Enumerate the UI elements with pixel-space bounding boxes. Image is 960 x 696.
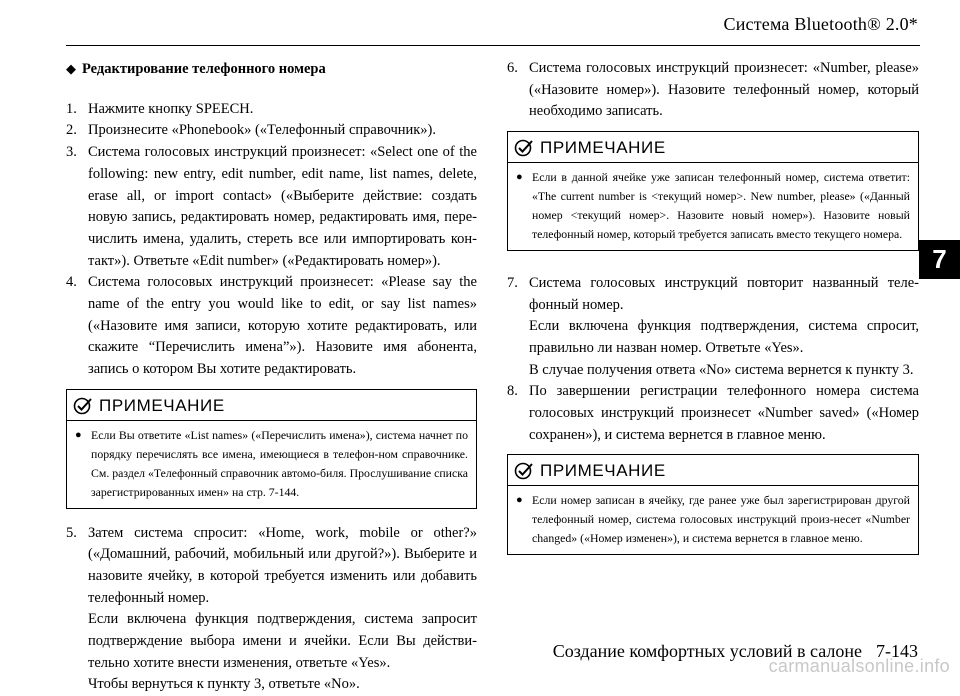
note-check-icon	[73, 397, 93, 415]
note-heading-text: ПРИМЕЧАНИЕ	[540, 461, 666, 481]
step-6	[507, 58, 919, 123]
note-heading-text: ПРИМЕЧАНИЕ	[99, 395, 225, 415]
step-paragraph: Чтобы вернуться к пункту 3, ответьте «No».	[88, 676, 360, 693]
page-header-title: Система Bluetooth® 2.0*	[723, 14, 918, 34]
note-body	[67, 420, 476, 508]
note-text: Если в данной ячейке уже записан телефонный номер, система ответит: «The current number is <текущий номер>. New number, please» («Данный номер <текущий номер>. Назовите новый номер»). Назовите новый телефонный номер, который требуется записать вместо текущего номера.	[532, 169, 910, 241]
step-paragraph: В случае получения ответа «No» система вернется к пункту 3.	[529, 361, 914, 378]
note-body	[508, 485, 918, 554]
step-text: По завершении регистрации телефонного номера система голосовых инструкций произнесет «Number saved» («Номер сохранен»), и система вернется в главное меню.	[529, 383, 919, 443]
note-body	[508, 162, 918, 250]
section-title	[66, 58, 477, 81]
step-2	[66, 120, 477, 142]
note-item	[516, 491, 910, 548]
step-paragraph: Система голосовых инструкций повторит названный теле-фонный номер.	[529, 274, 919, 313]
section-title-text: Редактирование телефонного номера	[82, 61, 326, 77]
step-5	[66, 523, 477, 696]
step-text: Система голосовых инструкций произнесет: «Select one of the following: new entry, edit number, edit name, list names, delete, erase all, or import contact» («Выберите действие: создать новую запись, редактировать номер, редактировать имя, пере-числить имена, удалить, стереть все или импортировать кон-такт»). Ответьте «Edit number» («Редактировать номер»).	[88, 144, 477, 269]
note-heading	[67, 390, 476, 420]
step-text: Произнесите «Phonebook» («Телефонный справочник»).	[88, 122, 437, 139]
note-item	[75, 426, 468, 502]
step-number: 3.	[66, 144, 77, 161]
bullet-dot-icon: ●	[75, 428, 82, 441]
note-heading-text: ПРИМЕЧАНИЕ	[540, 138, 666, 158]
step-number: 6.	[507, 60, 518, 76]
note-heading	[508, 455, 918, 485]
note-box	[507, 131, 919, 251]
bullet-dot-icon: ●	[516, 170, 523, 183]
watermark: carmanualsonline.info	[768, 656, 950, 676]
step-paragraph: Если включена функция подтверждения, система спросит, правильно ли назван номер. Ответьте «Yes».	[529, 318, 919, 356]
left-column	[66, 58, 477, 696]
note-check-icon	[514, 462, 534, 480]
note-text: Если Вы ответите «List names» («Перечислить имена»), система начнет по порядку перечислять все имена, имеющиеся в телефон-ном справочнике. См. раздел «Телефонный справочник автомо-биля. Прослушивание списка зарегистрированных имен» на стр. 7-144.	[91, 427, 468, 499]
step-1	[66, 99, 477, 121]
step-number: 7.	[507, 274, 518, 291]
step-number: 4.	[66, 274, 77, 291]
note-box	[507, 454, 919, 555]
step-number: 1.	[66, 100, 77, 117]
right-column	[507, 58, 919, 569]
step-paragraph: Затем система спросит: «Home, work, mobile or other?» («Домашний, рабочий, мобильный или другой?»). Выберите и назовите ячейку, в которой требуется изменить или добавить телефонный номер.	[88, 524, 477, 606]
step-text	[529, 273, 919, 382]
header-divider	[66, 45, 920, 46]
note-box	[66, 389, 477, 509]
step-number: 8.	[507, 383, 518, 400]
step-paragraph: Если включена функция подтверждения, система запросит подтверждение выбора имени и ячейки. Если Вы действи-тельно хотите внести изменения, ответьте «Yes».	[88, 611, 477, 671]
note-item	[516, 168, 910, 244]
steps-list	[66, 99, 477, 381]
note-text: Если номер записан в ячейку, где ранее уже был зарегистрирован другой телефонный номер, система голосовых инструкций произ-несет «Number changed» («Номер изменен»), и система вернется в главное меню.	[532, 493, 910, 546]
bullet-dot-icon: ●	[516, 494, 523, 507]
step-text: Система голосовых инструкций произнесет: «Please say the name of the entry you would like to edit, or say list names» («Назовите имя записи, которую хотите редактировать, или скажите “Перечислить имена”»). Назовите имя абонента, запись о котором Вы хотите редактировать.	[88, 274, 477, 378]
step-3	[66, 142, 477, 272]
step-7	[507, 273, 919, 382]
step-number: 5.	[66, 524, 77, 541]
note-heading	[508, 132, 918, 162]
step-4	[66, 272, 477, 381]
step-text: Нажмите кнопку SPEECH.	[88, 100, 254, 117]
step-text	[88, 523, 477, 696]
chapter-tab: 7	[919, 240, 960, 279]
note-check-icon	[514, 139, 534, 157]
diamond-bullet-icon: ◆	[66, 61, 76, 76]
step-8	[507, 381, 919, 446]
step-text: Система голосовых инструкций произнесет: «Number, please» («Назовите номер»). Назовите телефонный номер, который необходимо записать.	[529, 60, 919, 120]
page-number: 7-143	[876, 641, 918, 661]
footer-section-title: Создание комфортных условий в салоне	[552, 641, 862, 661]
step-number: 2.	[66, 122, 77, 139]
